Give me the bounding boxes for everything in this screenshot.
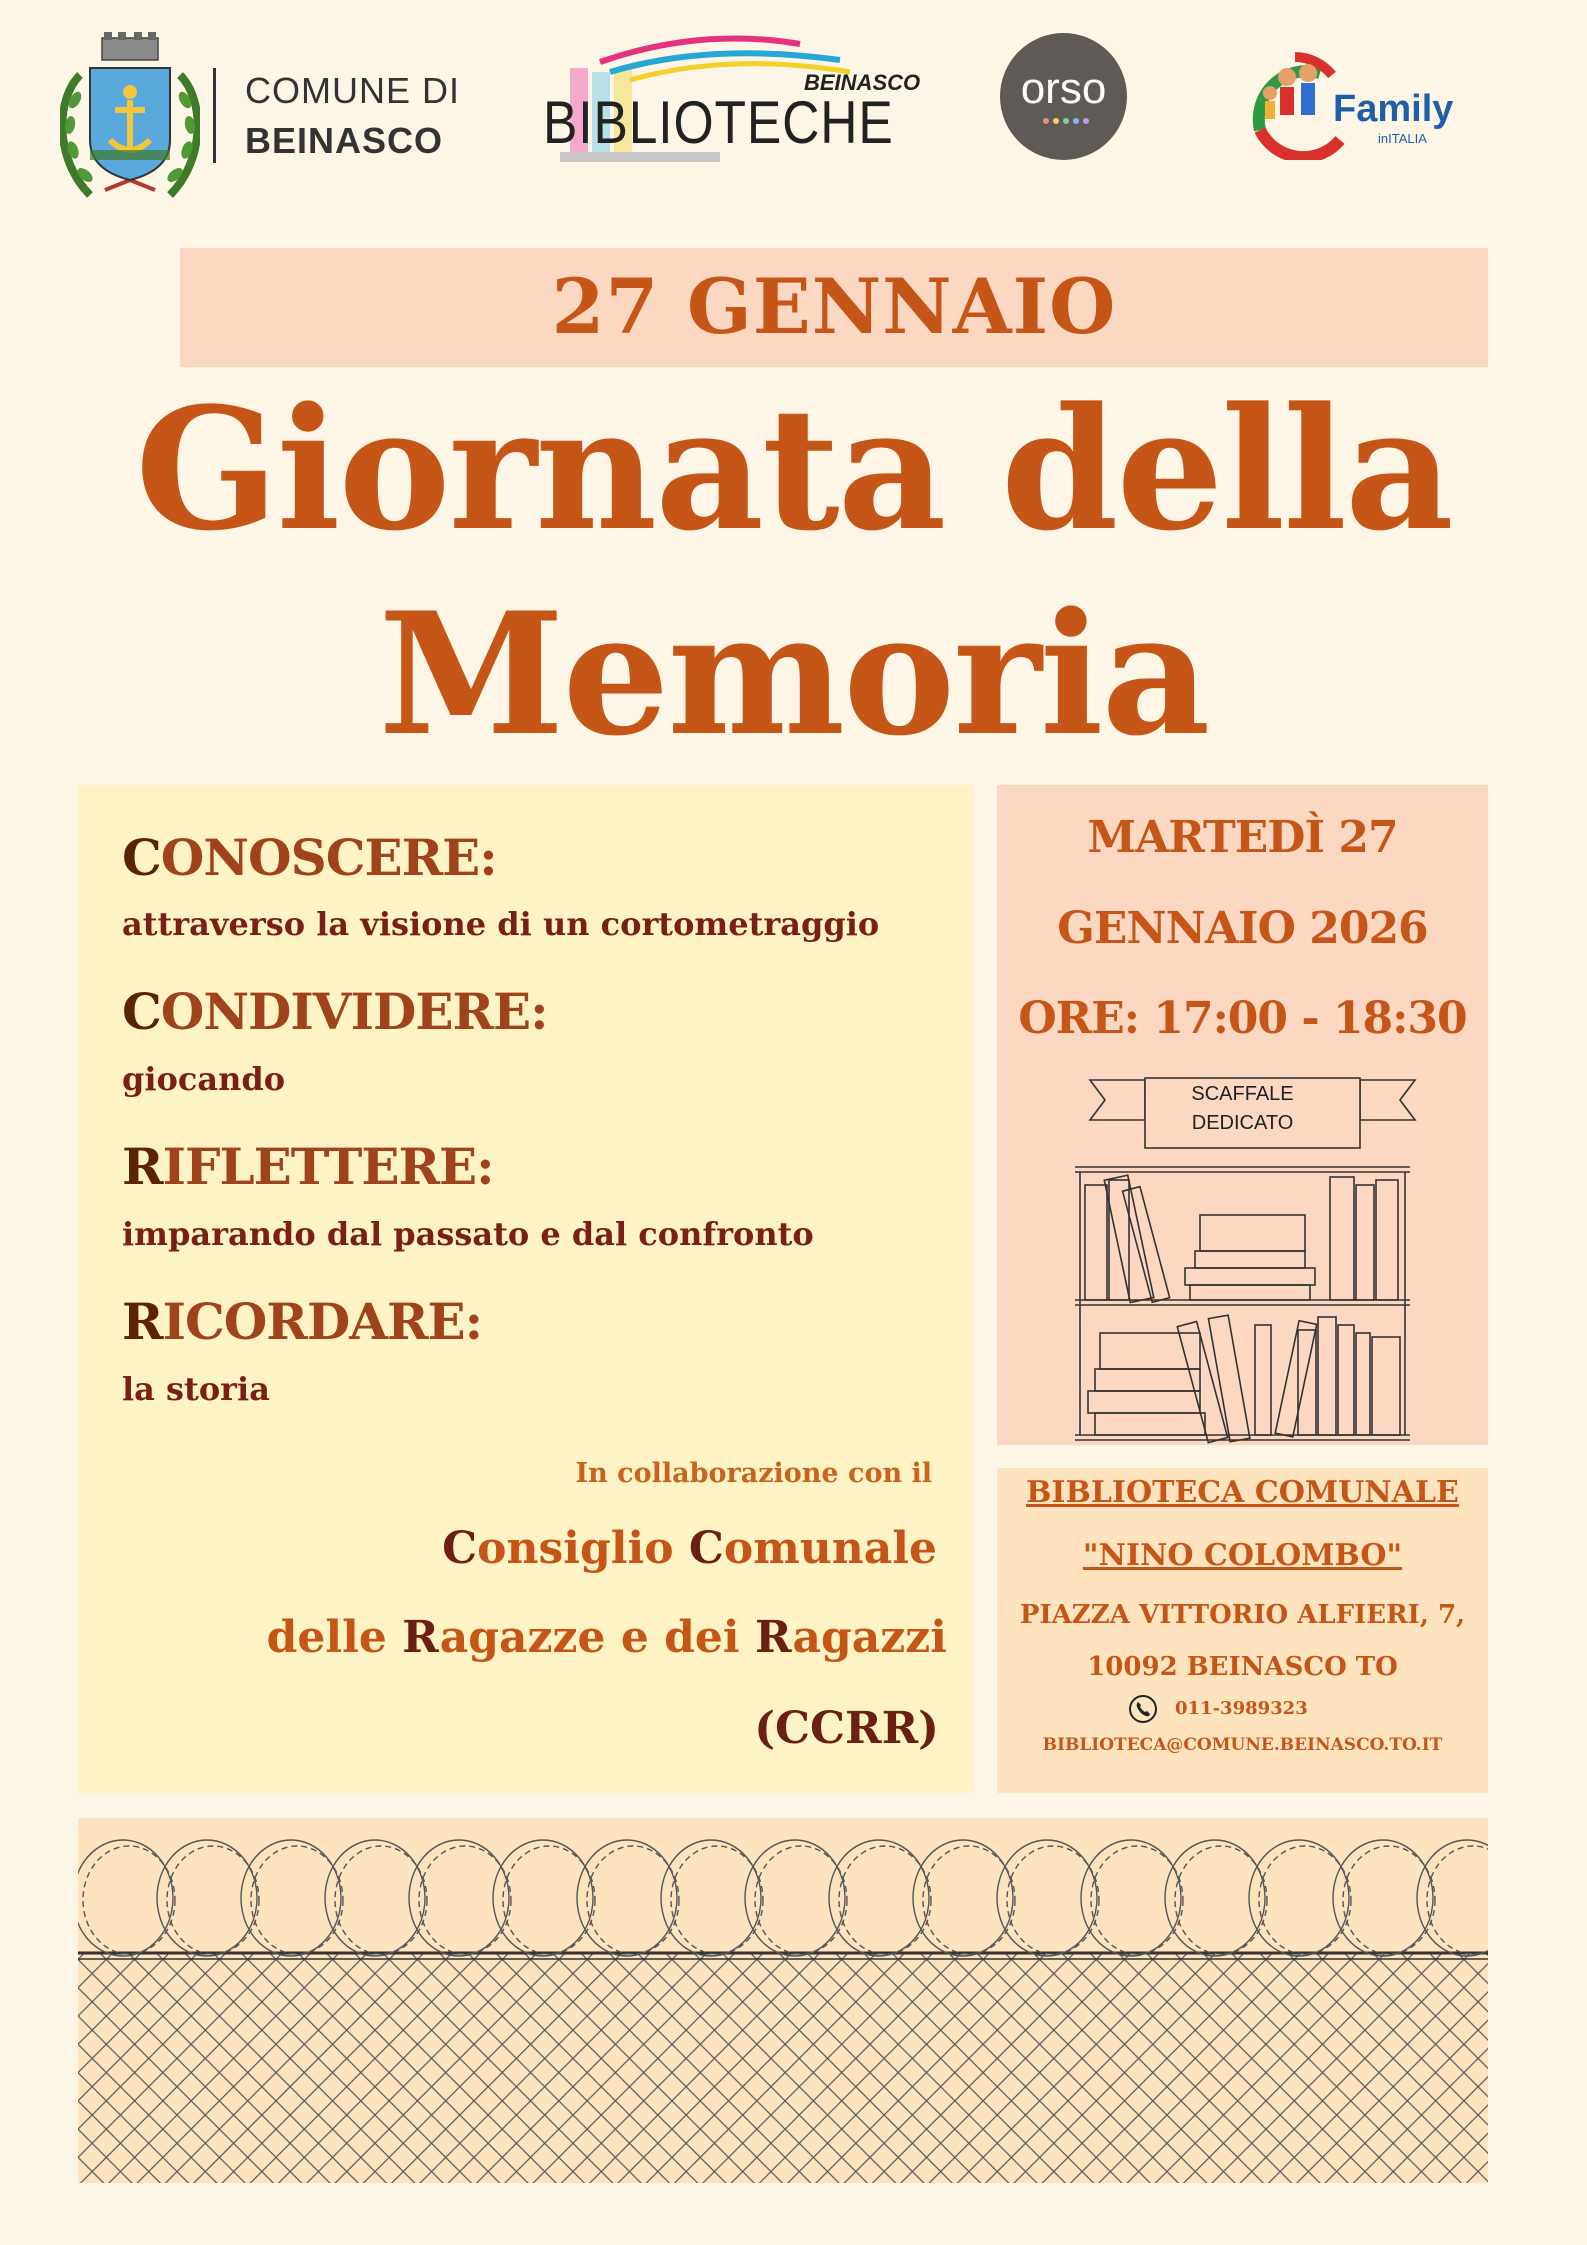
orso-dots-icon bbox=[1040, 117, 1090, 125]
venue-phone[interactable]: 011-3989323 bbox=[1175, 1698, 1308, 1719]
venue-email[interactable]: BIBLIOTECA@COMUNE.BEINASCO.TO.IT bbox=[1042, 1735, 1443, 1755]
venue-street: PIAZZA VITTORIO ALFIERI, 7, bbox=[1019, 1600, 1466, 1630]
shelf-label: DEDICATO bbox=[1191, 1112, 1294, 1134]
main-title-line2: Memoria bbox=[378, 575, 1209, 773]
activity-heading-ricordare: RICORDARE: bbox=[122, 1292, 483, 1351]
comune-label: COMUNE DI bbox=[245, 70, 460, 111]
venue-city: 10092 BEINASCO TO bbox=[1087, 1652, 1398, 1682]
venue-title: "NINO COLOMBO" bbox=[1082, 1538, 1403, 1573]
collaboration-label: In collaborazione con il bbox=[575, 1458, 932, 1489]
activity-desc-conoscere: attraverso la visione di un cortometraggio bbox=[122, 905, 880, 943]
orso-name: orso bbox=[1020, 64, 1107, 113]
crest-icon bbox=[60, 30, 200, 205]
family-sub: inITALIA bbox=[1378, 131, 1427, 146]
header-divider bbox=[213, 68, 216, 163]
main-title-line1: Giornata della bbox=[135, 370, 1452, 568]
event-day: MARTEDÌ 27 bbox=[1087, 812, 1398, 863]
venue-name: BIBLIOTECA COMUNALE bbox=[1026, 1475, 1459, 1510]
biblioteche-name: BIBLIOTECHE bbox=[543, 89, 894, 156]
collaboration-line1: Consiglio Comunale bbox=[442, 1523, 937, 1574]
biblioteche-city: BEINASCO bbox=[804, 70, 921, 95]
fence-illustration bbox=[78, 1818, 1488, 2183]
collaboration-line2: delle Ragazze e dei Ragazzi bbox=[266, 1612, 947, 1663]
event-date-title: 27 GENNAIO bbox=[551, 262, 1117, 351]
event-month-year: GENNAIO 2026 bbox=[1057, 903, 1428, 954]
activity-desc-riflettere: imparando dal passato e dal confronto bbox=[122, 1215, 814, 1253]
phone-icon bbox=[1128, 1694, 1158, 1724]
shelf-label: SCAFFALE bbox=[1191, 1083, 1294, 1105]
family-name: Family bbox=[1333, 88, 1454, 130]
activity-heading-conoscere: CONOSCERE: bbox=[122, 828, 497, 887]
activity-heading-condividere: CONDIVIDERE: bbox=[122, 982, 548, 1041]
event-time: ORE: 17:00 - 18:30 bbox=[1018, 993, 1467, 1044]
comune-name: BEINASCO bbox=[245, 120, 444, 161]
activity-heading-riflettere: RIFLETTERE: bbox=[122, 1137, 494, 1196]
activity-desc-condividere: giocando bbox=[122, 1060, 286, 1098]
activity-desc-ricordare: la storia bbox=[122, 1370, 270, 1408]
collaboration-acronym: (CCRR) bbox=[754, 1703, 939, 1754]
